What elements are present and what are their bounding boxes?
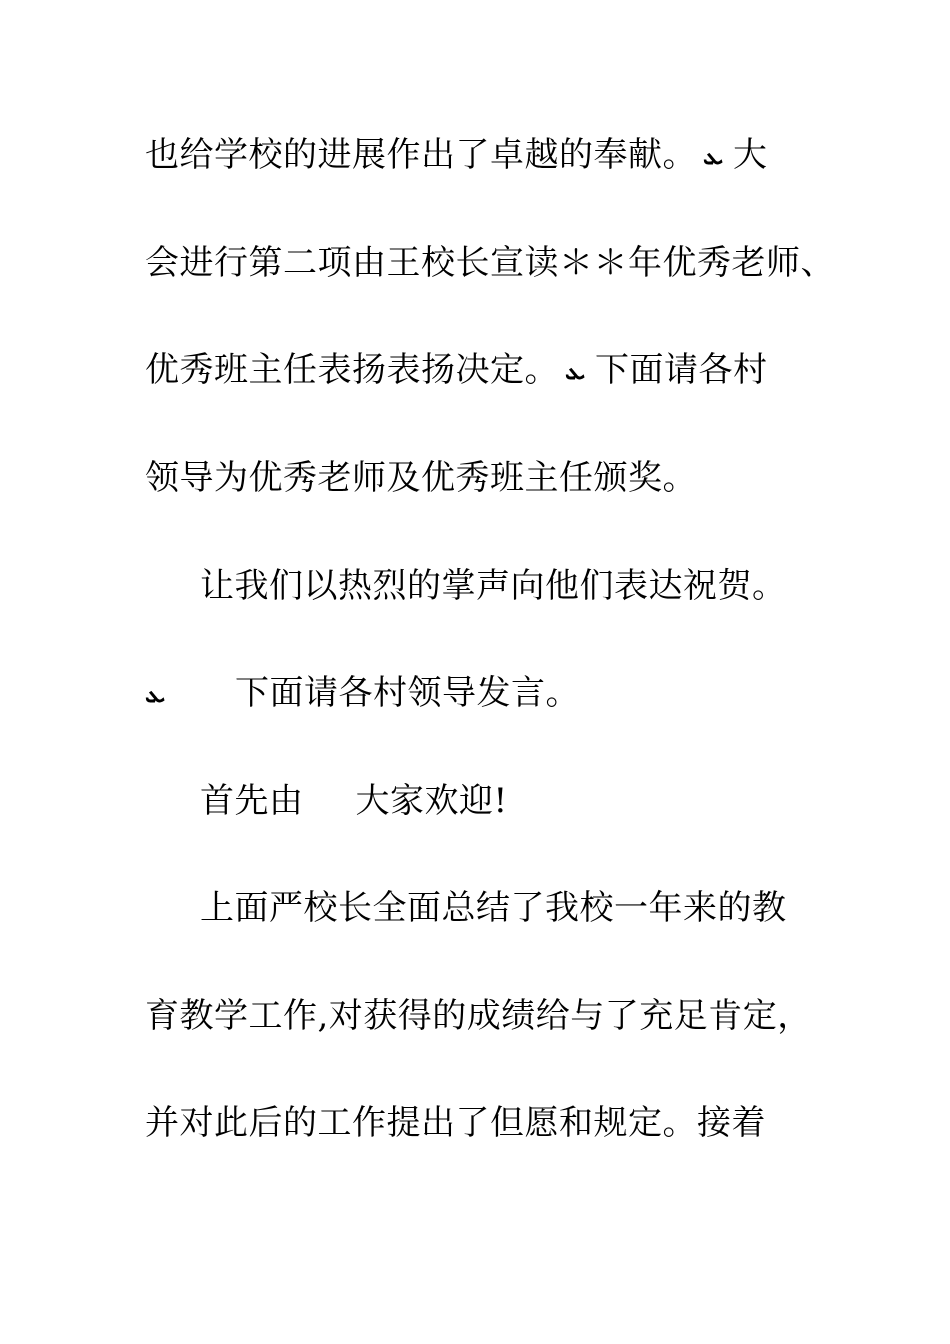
line-text: 也给学校的进展作出了卓越的奉献。	[145, 135, 697, 175]
paragraph-line-10	[145, 1103, 766, 1143]
paragraph-line-2	[145, 243, 835, 283]
paragraph-line-3	[145, 350, 768, 391]
paragraph-line-6	[145, 673, 580, 714]
line-text: 优秀班主任表扬表扬决定。	[145, 350, 559, 390]
line-text: 让我们以热烈的掌声向他们表达祝贺。	[200, 566, 787, 606]
bullet-mark-icon: ܥ	[145, 679, 166, 709]
bullet-mark-icon: ܥ	[703, 141, 724, 171]
line-text: 领导为优秀老师及优秀班主任颁奖。	[145, 458, 697, 498]
paragraph-line-7	[200, 781, 508, 821]
line-text: 会进行第二项由王校长宣读＊＊年优秀老师、	[145, 243, 835, 283]
line-text: 育教学工作,对获得的成绩给与了充足肯定，	[145, 996, 812, 1036]
paragraph-line-4	[145, 458, 697, 498]
line-text: 并对此后的工作提出了但愿和规定。接着	[145, 1103, 766, 1143]
paragraph-line-5	[200, 566, 787, 606]
bullet-mark-icon: ܥ	[565, 356, 586, 386]
line-text: 首先由	[200, 781, 304, 821]
paragraph-line-1	[145, 135, 768, 176]
paragraph-line-8	[200, 888, 787, 928]
line-text: 下面请各村领导发言。	[235, 673, 581, 713]
paragraph-line-9	[145, 996, 812, 1036]
line-text: 大	[733, 135, 768, 175]
line-text: 下面请各村	[595, 350, 768, 390]
line-text: 大家欢迎!	[355, 781, 508, 821]
line-text: 上面严校长全面总结了我校一年来的教	[200, 888, 787, 928]
